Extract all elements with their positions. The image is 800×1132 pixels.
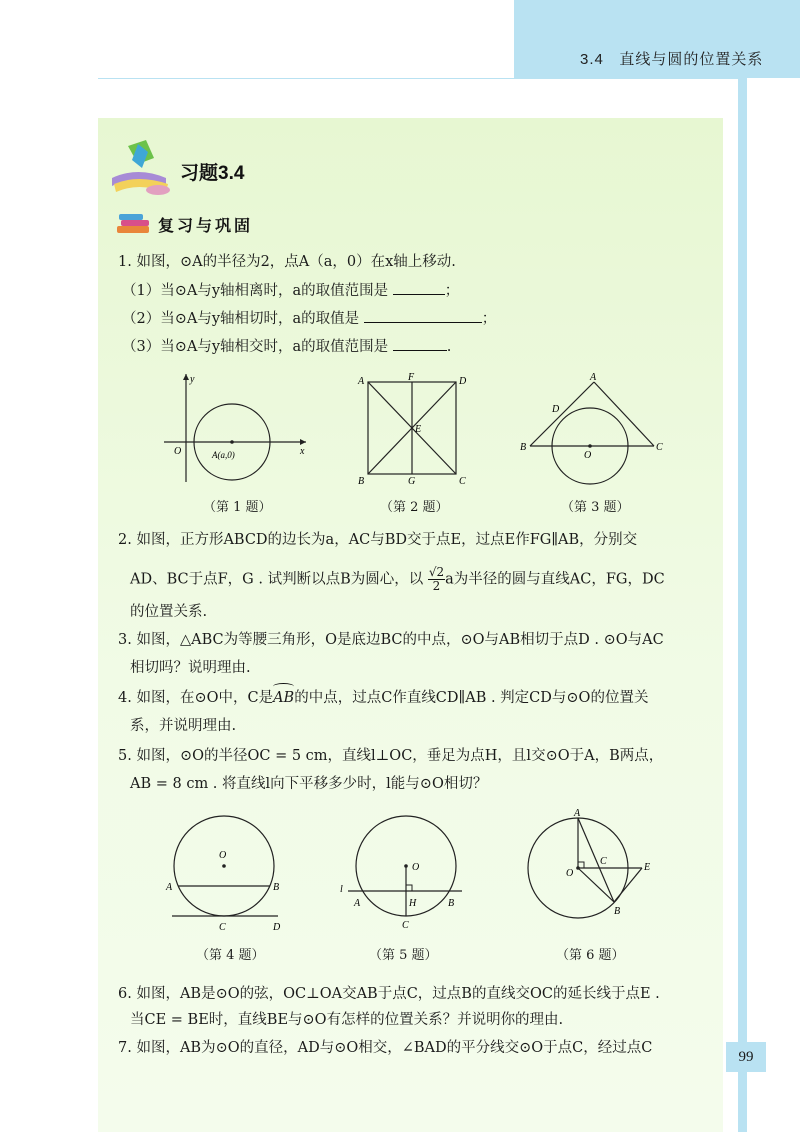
fig5-label-h: H [409,898,417,909]
caption-fig-5: （第 5 题） [369,948,438,963]
q2-line1: 2. 如图，正方形ABCD的边长为a，AC与BD交于点E，过点E作FG∥AB，分别交 [118,532,638,548]
q1-part3 [122,336,451,357]
figure-6 [526,806,666,930]
fig2-label-f: F [408,372,415,383]
fig3-label-o: O [584,450,592,461]
running-header [580,48,763,69]
q1-part3-blank [393,336,447,351]
q1-part2-end: ； [481,311,497,327]
fig4-label-o: O [219,850,227,861]
q4-line1-a: 4. 如图，在⊙O中，C是 [118,690,274,706]
q1-part1-text: （1）当⊙A与y轴相离时，a的取值范围是 [122,283,389,299]
q2-fraction-denominator: 2 [432,579,441,593]
q5-line2: AB = 8 cm . 将直线l向下平移多少时，l能与⊙O相切？ [130,776,488,792]
fig2-label-g: G [408,476,416,486]
fig5-label-o: O [412,862,420,873]
fig3-label-a: A [590,372,597,383]
q1-part2-blank [364,308,482,323]
fig2-label-e: E [415,424,422,435]
figure-1 [160,370,310,488]
caption-fig-1: （第 1 题） [203,500,272,515]
caption-fig-6: （第 6 题） [556,948,625,963]
fig5-label-c: C [402,920,409,931]
fig6-label-a: A [574,808,581,819]
caption-fig-3: （第 3 题） [561,500,630,515]
q2-fraction-numerator: √2 [428,565,445,579]
q1-stem: 1. 如图，⊙A的半径为2，点A（a，0）在x轴上移动. [118,254,456,270]
q1-part3-text: （3）当⊙A与y轴相交时，a的取值范围是 [122,339,389,355]
fig1-point-label: A(a,0) [212,450,235,460]
fig4-label-a: A [166,882,173,893]
q1-part1-blank [393,280,445,295]
q6-line1: 6. 如图，AB是⊙O的弦，OC⊥OA交AB于点C，过点B的直线交OC的延长线于点E . [118,986,660,1002]
q4-line1-b: 的中点，过点C作直线CD∥AB . 判定CD与⊙O的位置关 [294,690,649,706]
stacked-books-icon [113,210,155,236]
q4-arc-label: AB [273,690,295,706]
q5-line1: 5. 如图，⊙O的半径OC = 5 cm，直线l⊥OC，垂足为点H，且l交⊙O于A，B两点， [118,748,664,764]
q4-arc-ab [273,688,294,708]
q2-fraction [428,566,445,593]
header-section-title: 直线与圆的位置关系 [619,51,764,68]
caption-fig-2: （第 2 题） [380,500,449,515]
fig3-label-b: B [520,442,527,453]
figure-5 [336,812,472,936]
q2-line2-a: AD、BC于点F，G . 试判断以点B为圆心，以 [130,571,424,588]
page-number: 99 [726,1042,766,1072]
fig6-label-c: C [600,856,607,867]
arc-mark-icon [273,683,294,690]
q3-line2: 相切吗？说明理由. [130,660,251,676]
caption-fig-4: （第 4 题） [196,948,265,963]
section-title: 复习与巩固 [158,216,254,235]
q1-part2-text: （2）当⊙A与y轴相切时，a的取值是 [122,311,360,327]
fig1-origin-label: O [174,446,182,457]
fig2-label-c: C [459,476,466,486]
fig6-label-b: B [614,906,621,917]
q4-line1 [118,688,648,708]
q1-part1-end: ； [444,283,460,299]
books-icon [108,138,174,200]
header-section-number: 3.4 [580,51,604,68]
fig4-label-c: C [219,922,226,933]
fig4-label-b: B [273,882,280,893]
fig6-label-e: E [644,862,651,873]
fig3-label-c: C [656,442,663,453]
fig2-label-a: A [358,376,365,387]
q6-line2: 当CE = BE时，直线BE与⊙O有怎样的位置关系？并说明你的理由. [130,1012,564,1028]
q2-line3: 的位置关系. [130,604,208,620]
figure-2 [352,372,472,486]
fig2-label-d: D [459,376,467,387]
fig1-x-label: x [300,446,305,457]
header-divider [98,78,738,79]
fig1-y-label: y [190,374,195,385]
fig5-label-a: A [354,898,361,909]
exercise-title: 习题3.4 [180,163,245,184]
q1-part2 [122,308,496,329]
fig3-label-d: D [552,404,560,415]
fig2-label-b: B [358,476,365,486]
fig4-label-d: D [273,922,281,933]
figure-4 [160,812,300,936]
q2-line2 [130,566,665,593]
fig6-label-o: O [566,868,574,879]
q1-part3-end: . [446,339,452,355]
q2-line2-b: a为半径的圆与直线AC，FG，DC [445,571,665,588]
q3-line1: 3. 如图，△ABC为等腰三角形，O是底边BC的中点，⊙O与AB相切于点D . ⊙O与AC [118,632,664,648]
fig5-label-b: B [448,898,455,909]
q1-part1 [122,280,459,301]
figure-3 [518,372,664,486]
q7-line1: 7. 如图，AB为⊙O的直径，AD与⊙O相交，∠BAD的平分线交⊙O于点C，经过点C [118,1040,653,1056]
side-bar [738,78,747,1132]
q4-line2: 系，并说明理由. [130,718,237,734]
fig5-label-l: l [340,884,343,895]
